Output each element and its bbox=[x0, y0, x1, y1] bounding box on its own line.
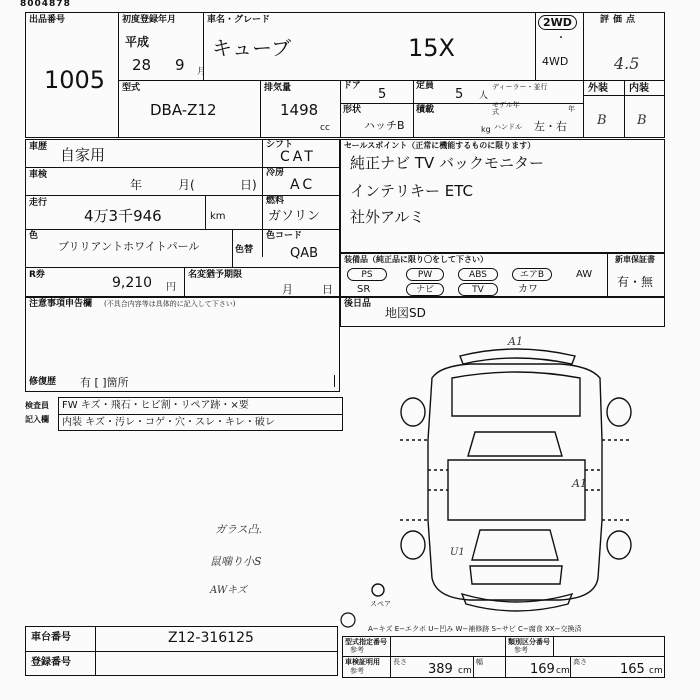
first-reg-month: 9 bbox=[175, 56, 185, 74]
damage-left-rear: U1 bbox=[450, 547, 465, 558]
cooler: AC bbox=[290, 177, 316, 193]
handwritten-note: 鼠噛り小S bbox=[210, 555, 262, 568]
chassis-number: Z12-316125 bbox=[168, 630, 254, 646]
damage-legend: A−キズ E−エクボ U−凹み W−補修跡 S−サビ C−腐食 XX−交換済 bbox=[368, 625, 582, 633]
lot-number: 1005 bbox=[44, 66, 106, 94]
sales-point-line: 社外アルミ bbox=[350, 208, 425, 226]
damage-right-side: A1 bbox=[572, 477, 587, 490]
body-shape: ハッチB bbox=[364, 119, 405, 132]
four-wd: 4WD bbox=[542, 55, 569, 68]
sales-point-line: インテリキー ETC bbox=[350, 182, 474, 200]
width: 169 bbox=[530, 662, 555, 677]
eval-label: 評価点 bbox=[600, 15, 640, 25]
eval-interior: B bbox=[637, 113, 647, 128]
damage-front-bumper: A1 bbox=[508, 335, 523, 348]
repair-history: 有 [ ]箇所 bbox=[80, 376, 129, 389]
inspector-row-interior: 内装 キズ・汚レ・コゲ・穴・スレ・キレ・破レ bbox=[62, 417, 275, 428]
capacity: 5 bbox=[455, 87, 464, 102]
top-number: 8004878 bbox=[20, 0, 71, 9]
warranty: 有・無 bbox=[617, 275, 654, 289]
lot-label: 出品番号 bbox=[29, 15, 66, 25]
doors: 5 bbox=[378, 87, 387, 102]
length: 389 bbox=[428, 662, 453, 677]
height: 165 bbox=[620, 662, 645, 677]
eval-exterior: B bbox=[597, 113, 607, 128]
equip-tv: TV bbox=[458, 283, 498, 296]
color-name: ブリリアントホワイトパール bbox=[58, 240, 200, 253]
handwritten-note: AWキズ bbox=[210, 585, 247, 596]
handwritten-note: ガラス凸. bbox=[215, 523, 263, 536]
recycle-fee: 9,210 bbox=[112, 275, 153, 291]
car-grade: 15X bbox=[408, 34, 455, 62]
car-name: キューブ bbox=[212, 36, 291, 60]
shift: CAT bbox=[280, 149, 316, 165]
equip-aw: AW bbox=[576, 269, 593, 280]
equip-navi: ナビ bbox=[406, 283, 444, 296]
inspector-row-fw: FW キズ・飛石・ヒビ割・リペア跡・×要 bbox=[62, 400, 249, 411]
two-wd: 2WD bbox=[538, 15, 577, 30]
equip-pw: PW bbox=[406, 268, 444, 281]
spare-label: スペア bbox=[370, 600, 391, 608]
displacement: 1498 bbox=[280, 101, 319, 119]
sales-point-line: 純正ナビ TV バックモニター bbox=[350, 154, 544, 172]
equip-ps: PS bbox=[347, 268, 387, 281]
car-label: 車名・グレード bbox=[207, 15, 271, 25]
eval-score: 4.5 bbox=[614, 54, 640, 73]
handle-side: 左・右 bbox=[534, 120, 567, 133]
accessories: 地図SD bbox=[385, 306, 426, 320]
equip-leather: カワ bbox=[518, 284, 538, 295]
equip-airbag: エアB bbox=[512, 268, 552, 281]
first-reg-label: 初度登録年月 bbox=[122, 15, 177, 25]
equip-sr: SR bbox=[357, 284, 371, 295]
auction-sheet: 8004878 出品番号 1005 初度登録年月 平成 28 9 月 車名・グレード キューブ 15X 2WD ・ 4WD 評価点 4.5 外装 内装 B B 型式 DBA-Z12 排気量 1498 cc ドア 5 定員 5 人 ディーラー・並行 形状 ハッチB 積載 kg モデル年式 年 ハンドル 左・右 車歴 自家用 シフト CAT 車検 年 月( 日) 冷房 AC 走行 4万3千946 km 燃料 ガソリン 色 ブリリアントホワイトパール 色替 色コード QAB R券 9,210 円 名変猶予期限 月 日 注意事項申告欄 (不具合内容等は具体的に記入して下さい) 修復歴 有 [ ]箇所 検査員 記入欄 FW キズ・飛石・ヒビ割・リペア跡・×要 内装 キズ・汚レ・コゲ・穴・スレ・キレ・破レ セールスポイント（正常に機能するものに限ります） 純正ナビ TV バックモニター インテリキー ETC 社外アルミ 装備品（純正品に限り〇をして下さい） PS PW ABS エアB AW SR ナビ TV カワ 新車保証書 有・無 後日品 地図SD A1 A1 U1 スペア ガラス凸. 鼠噛り小S AWキズ A−キズ E−エクボ U−凹み W−補修跡 S−サビ C−腐食 XX−交換済 車台番号 Z12-316125 登録番号 型式指定番号 参考 類別区分番号 参考 車検証明用 参考 長さ 389 cm 幅 169 cm 高さ 165 cm bbox=[0, 0, 700, 700]
equip-abs: ABS bbox=[458, 268, 498, 281]
first-reg-era: 平成 bbox=[125, 35, 150, 49]
fuel: ガソリン bbox=[268, 209, 321, 224]
history: 自家用 bbox=[60, 146, 106, 164]
color-code: QAB bbox=[290, 246, 319, 261]
mileage: 4万3千946 bbox=[84, 207, 162, 225]
first-reg-year: 28 bbox=[132, 56, 152, 74]
model-code: DBA-Z12 bbox=[150, 101, 217, 119]
